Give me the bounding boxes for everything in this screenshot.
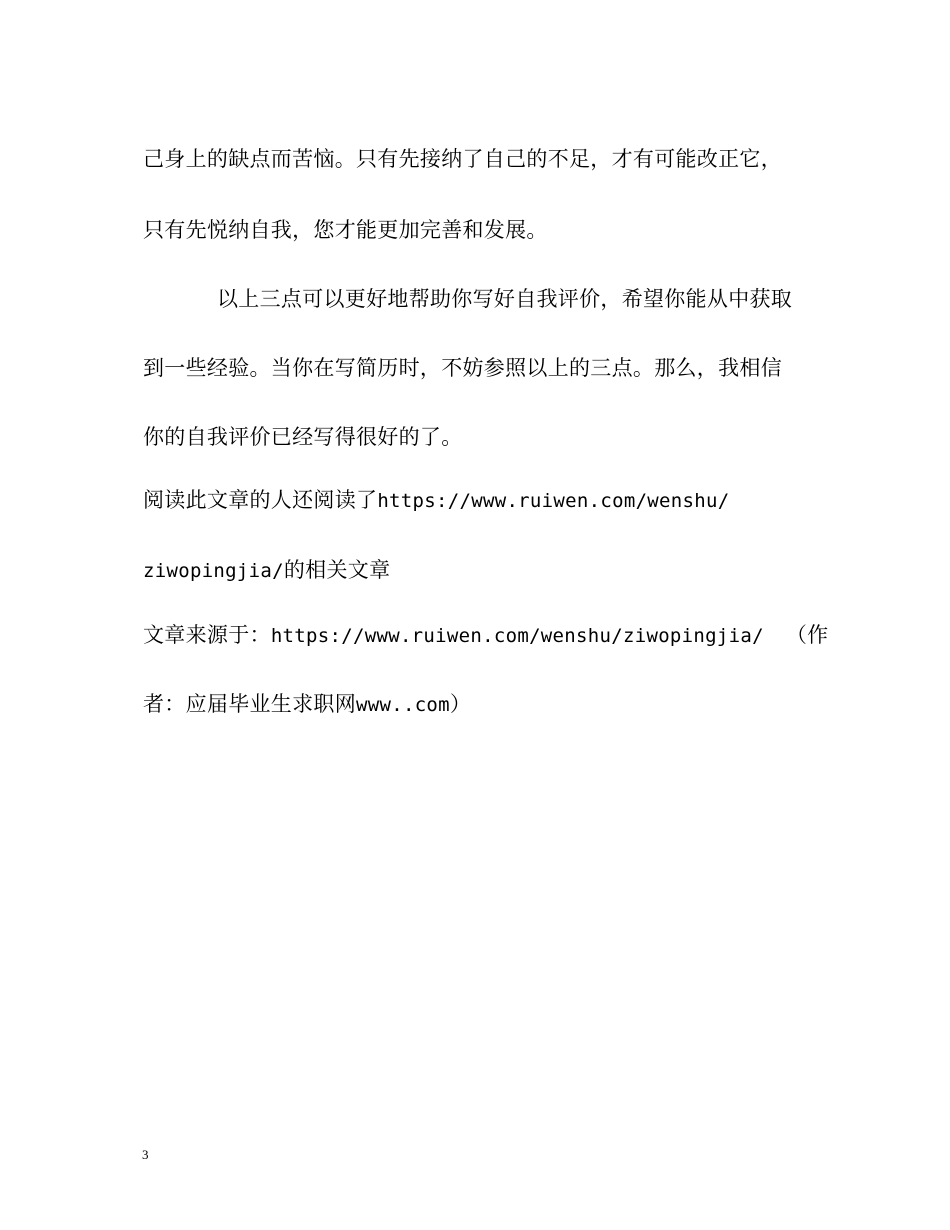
source-prefix: 文章来源于：: [143, 623, 271, 647]
paragraph-2-line-1: 以上三点可以更好地帮助你写好自我评价，希望你能从中获取: [217, 287, 793, 311]
paragraph-2-line-3: 你的自我评价已经写得很好的了。: [143, 425, 463, 449]
related-articles-line-2: [143, 557, 390, 584]
source-line-2: [143, 691, 471, 718]
author-label: 者：应届毕业生求职网: [143, 692, 356, 716]
source-line-1: [143, 622, 828, 649]
source-url[interactable]: https://www.ruiwen.com/wenshu/ziwopingjia/: [270, 625, 764, 647]
author-site[interactable]: www..com: [356, 694, 450, 716]
related-articles-line-1: [143, 487, 729, 514]
paragraph-1-line-2: 只有先悦纳自我，您才能更加完善和发展。: [143, 218, 548, 242]
related-url-part-2[interactable]: ziwopingjia/: [143, 560, 284, 582]
related-suffix: 的相关文章: [283, 558, 391, 582]
author-open: （作: [785, 623, 829, 647]
related-prefix: 阅读此文章的人还阅读了: [143, 488, 378, 512]
page-number: 3: [142, 1147, 149, 1162]
related-url-part-1[interactable]: https://www.ruiwen.com/wenshu/: [377, 490, 730, 512]
paragraph-1-line-1: 己身上的缺点而苦恼。只有先接纳了自己的不足，才有可能改正它，: [143, 147, 782, 171]
author-close: ）: [449, 692, 472, 716]
paragraph-2-line-2: 到一些经验。当你在写简历时，不妨参照以上的三点。那么，我相信: [143, 356, 782, 380]
